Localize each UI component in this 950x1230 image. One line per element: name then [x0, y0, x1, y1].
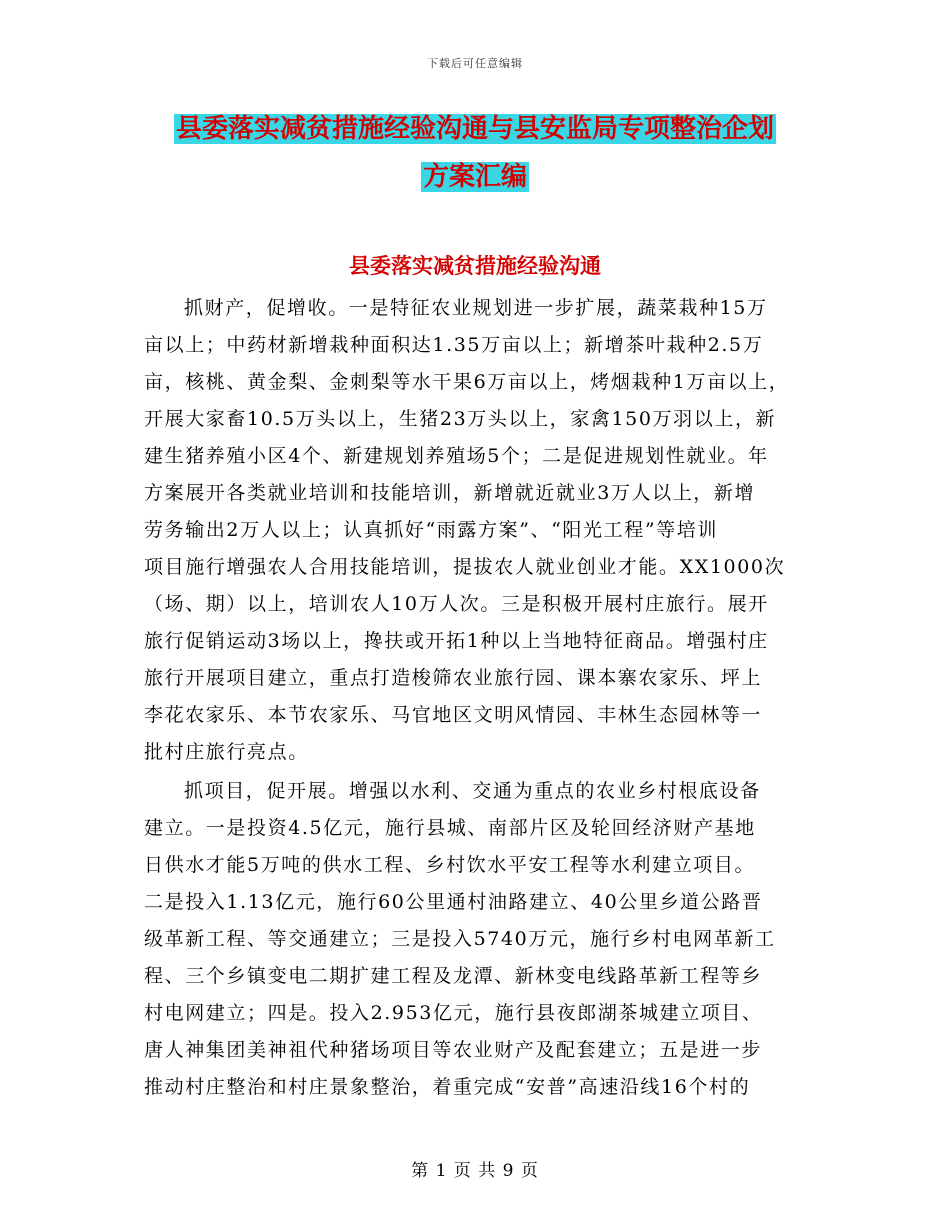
- body-line-15: 建立。一是投资4.5亿元，施行县城、南部片区及轮回经济财产基地: [144, 817, 756, 839]
- body-line-17: 二是投入1.13亿元，施行60公里通村油路建立、40公里乡道公路晋: [144, 891, 763, 913]
- body-line-18: 级革新工程、等交通建立；三是投入5740万元，施行乡村电网革新工: [144, 928, 776, 950]
- document-title-line-1: [0, 108, 950, 145]
- body-line-5: 建生猪养殖小区4个、新建规划养殖场5个；二是促进规划性就业。年: [144, 445, 769, 467]
- section-title: 县委落实减贫措施经验沟通: [349, 253, 601, 278]
- body-line-9: （场、期）以上，培训农人10万人次。三是积极开展村庄旅行。展开: [144, 593, 769, 615]
- document-title-text-1: 县委落实减贫措施经验沟通与县安监局专项整治企划: [175, 114, 774, 144]
- body-line-21: 唐人神集团美神祖代种猪场项目等农业财产及配套建立；五是进一步: [144, 1039, 763, 1061]
- body-line-20: 村电网建立；四是。投入2.953亿元，施行县夜郎湖茶城建立项目、: [144, 1002, 763, 1024]
- page-header-note: 下载后可任意编辑: [427, 57, 523, 70]
- document-title-line-2: [0, 156, 950, 193]
- body-line-2: 亩以上；中药材新增栽种面积达1.35万亩以上；新增茶叶栽种2.5万: [144, 334, 764, 356]
- body-line-10: 旅行促销运动3场以上，搀扶或开拓1种以上当地特征商品。增强村庄: [144, 630, 769, 652]
- body-line-7: 劳务输出2万人以上；认真抓好“雨露方案”、“阳光工程”等培训: [144, 519, 718, 541]
- body-line-16: 日供水才能5万吨的供水工程、乡村饮水平安工程等水利建立项目。: [144, 854, 756, 876]
- body-line-8: 项目施行增强农人合用技能培训，提拔农人就业创业才能。XX1000次: [144, 556, 786, 578]
- body-line-3: 亩，核桃、黄金梨、金刺梨等水干果6万亩以上，烤烟栽种1万亩以上，: [144, 371, 790, 393]
- body-line-14: 抓项目，促开展。增强以水利、交通为重点的农业乡村根底设备: [184, 780, 761, 802]
- body-line-19: 程、三个乡镇变电二期扩建工程及龙潭、新林变电线路革新工程等乡: [144, 965, 763, 987]
- body-line-1: 抓财产，促增收。一是特征农业规划进一步扩展，蔬菜栽种15万: [184, 297, 768, 319]
- body-line-11: 旅行开展项目建立，重点打造梭筛农业旅行园、课本寨农家乐、坪上: [144, 667, 763, 689]
- body-line-4: 开展大家畜10.5万头以上，生猪23万头以上，家禽150万羽以上，新: [144, 408, 777, 430]
- body-line-6: 方案展开各类就业培训和技能培训，新增就近就业3万人以上，新增: [144, 482, 756, 504]
- page-number-footer: 第 1 页 共 9 页: [411, 1161, 539, 1181]
- document-title-text-2: 方案汇编: [422, 162, 527, 192]
- body-line-22: 推动村庄整治和村庄景象整治，着重完成“安普”高速沿线16个村的: [144, 1076, 751, 1098]
- body-line-13: 批村庄旅行亮点。: [144, 741, 309, 763]
- body-line-12: 李花农家乐、本节农家乐、马官地区文明风情园、丰林生态园林等一: [144, 704, 763, 726]
